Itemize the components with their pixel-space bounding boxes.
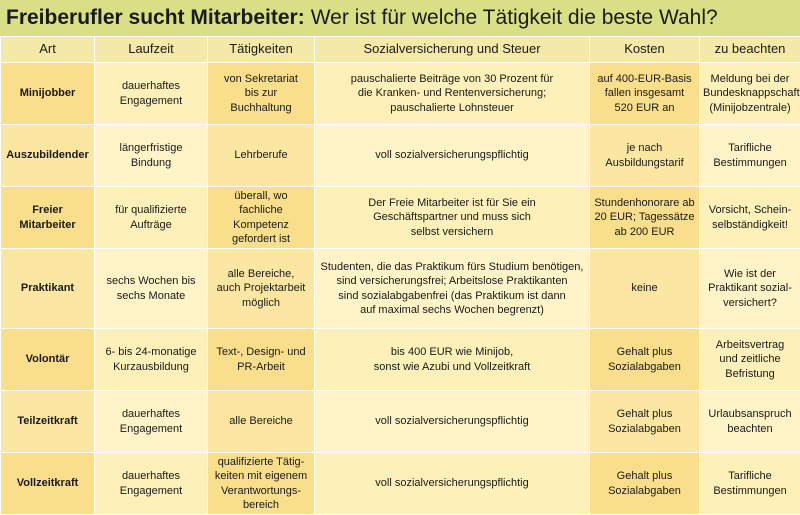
cell-line: sechs Wochen bis — [106, 275, 195, 287]
cell-line: fachliche Kompetenz — [233, 204, 289, 230]
title-rest: Wer ist für welche Tätigkeit die beste Wahl? — [311, 6, 718, 30]
cell-line: selbst versichern — [411, 226, 494, 238]
cell-kosten — [590, 391, 700, 453]
cell-taetigkeiten — [208, 453, 315, 515]
cell-text: Minijobber — [20, 87, 76, 99]
cell-zu-beachten — [700, 329, 800, 391]
cell-laufzeit — [95, 63, 208, 125]
cell-line: Praktikant sozial- — [708, 282, 792, 294]
title-bar — [0, 0, 800, 36]
cell-sozialversicherung — [315, 63, 590, 125]
cell-kosten — [590, 453, 700, 515]
column-header: Kosten — [590, 37, 700, 63]
cell-line: PR-Arbeit — [237, 361, 285, 373]
column-header: Sozialversicherung und Steuer — [315, 37, 590, 63]
cell-art — [1, 249, 95, 329]
cell-art — [1, 125, 95, 187]
cell-laufzeit — [95, 453, 208, 515]
cell-line: sind versicherungsfrei; Arbeitslose Praktikanten — [336, 275, 567, 287]
cell-kosten — [590, 249, 700, 329]
cell-line: Aufträge — [130, 219, 172, 231]
cell-taetigkeiten — [208, 391, 315, 453]
cell-line: möglich — [242, 297, 280, 309]
cell-line: alle Bereiche — [229, 415, 293, 427]
cell-line: Engagement — [120, 423, 182, 435]
cell-sozialversicherung — [315, 453, 590, 515]
cell-line: Engagement — [120, 485, 182, 497]
cell-line: bis zur — [245, 87, 277, 99]
cell-line: Wie ist der — [724, 268, 776, 280]
cell-line: 6- bis 24-monatige — [105, 346, 196, 358]
table-row — [1, 391, 800, 453]
cell-line: Urlaubsanspruch — [708, 408, 791, 420]
cell-line: Tarifliche — [728, 470, 771, 482]
cell-line: beachten — [727, 423, 772, 435]
table-row — [1, 125, 800, 187]
table-row — [1, 187, 800, 249]
title-bold: Freiberufler sucht Mitarbeiter: — [6, 6, 305, 30]
table-row — [1, 453, 800, 515]
comparison-table — [0, 36, 800, 515]
column-header: Tätigkeiten — [208, 37, 315, 63]
cell-line: von Sekretariat — [224, 73, 298, 85]
cell-sozialversicherung — [315, 125, 590, 187]
cell-line: alle Bereiche, — [228, 268, 295, 280]
cell-line: Tarifliche — [728, 142, 771, 154]
cell-line: Bindung — [131, 157, 171, 169]
cell-art — [1, 453, 95, 515]
cell-line: Lehrberufe — [234, 149, 287, 161]
cell-kosten — [590, 125, 700, 187]
cell-line: Geschäftspartner und muss sich — [373, 211, 531, 223]
cell-line: Kurzausbildung — [113, 361, 189, 373]
cell-line: Meldung bei der — [711, 73, 790, 85]
cell-sozialversicherung — [315, 249, 590, 329]
cell-line: Vorsicht, Schein- — [709, 204, 792, 216]
cell-line: Bundesknappschaft — [703, 87, 800, 99]
column-header: zu beachten — [700, 37, 800, 63]
cell-line: auf maximal sechs Wochen begrenzt) — [360, 304, 544, 316]
cell-line: Verantwortungs- — [221, 485, 301, 497]
cell-line: Ausbildungstarif — [605, 157, 683, 169]
cell-line: für qualifizierte — [115, 204, 187, 216]
cell-line: Text-, Design- und — [216, 346, 305, 358]
cell-art — [1, 391, 95, 453]
cell-zu-beachten — [700, 391, 800, 453]
cell-sozialversicherung — [315, 391, 590, 453]
cell-line: voll sozialversicherungspflichtig — [375, 149, 528, 161]
cell-taetigkeiten — [208, 63, 315, 125]
cell-kosten — [590, 187, 700, 249]
cell-art — [1, 329, 95, 391]
cell-kosten — [590, 63, 700, 125]
cell-line: Bestimmungen — [713, 157, 786, 169]
cell-line: bis 400 EUR wie Minijob, — [391, 346, 513, 358]
cell-laufzeit — [95, 391, 208, 453]
cell-text: Vollzeitkraft — [17, 477, 79, 489]
cell-line: auch Projektarbeit — [217, 282, 306, 294]
column-header: Art — [1, 37, 95, 63]
cell-line: bereich — [243, 499, 279, 511]
cell-sozialversicherung — [315, 329, 590, 391]
cell-line: Arbeitsvertrag — [716, 339, 784, 351]
cell-laufzeit — [95, 249, 208, 329]
cell-line: die Kranken- und Rentenversicherung; — [358, 87, 546, 99]
cell-line: überall, wo — [234, 190, 287, 202]
cell-text: Teilzeitkraft — [17, 415, 77, 427]
cell-laufzeit — [95, 329, 208, 391]
table-header-row — [1, 37, 800, 63]
table-row — [1, 249, 800, 329]
cell-line: je nach — [627, 142, 662, 154]
column-header: Laufzeit — [95, 37, 208, 63]
cell-zu-beachten — [700, 249, 800, 329]
cell-zu-beachten — [700, 63, 800, 125]
cell-laufzeit — [95, 187, 208, 249]
cell-line: Gehalt plus — [617, 408, 673, 420]
cell-line: 520 EUR an — [615, 102, 675, 114]
cell-text: Volontär — [26, 353, 70, 365]
cell-text: Freier Mitarbeiter — [19, 204, 75, 230]
cell-taetigkeiten — [208, 187, 315, 249]
cell-art — [1, 187, 95, 249]
table-row — [1, 329, 800, 391]
cell-line: und zeitliche — [719, 353, 780, 365]
cell-line: Der Freie Mitarbeiter ist für Sie ein — [368, 197, 536, 209]
cell-line: voll sozialversicherungspflichtig — [375, 477, 528, 489]
cell-line: (Minijobzentrale) — [709, 102, 790, 114]
cell-line: gefordert ist — [232, 233, 290, 245]
cell-line: Sozialabgaben — [608, 485, 681, 497]
cell-kosten — [590, 329, 700, 391]
cell-taetigkeiten — [208, 249, 315, 329]
cell-sozialversicherung — [315, 187, 590, 249]
cell-line: fallen insgesamt — [605, 87, 685, 99]
cell-line: sechs Monate — [117, 290, 185, 302]
cell-line: dauerhaftes — [122, 470, 180, 482]
cell-text: Auszubildender — [6, 149, 89, 161]
cell-line: Stundenhonorare ab — [594, 197, 694, 209]
cell-line: pauschalierte Lohnsteuer — [390, 102, 514, 114]
cell-line: keiten mit eigenem — [215, 470, 307, 482]
cell-line: pauschalierte Beiträge von 30 Prozent für — [351, 73, 553, 85]
cell-line: versichert? — [723, 297, 777, 309]
cell-line: ab 200 EUR — [615, 226, 675, 238]
cell-zu-beachten — [700, 125, 800, 187]
cell-line: qualifizierte Tätig- — [218, 456, 305, 468]
cell-laufzeit — [95, 125, 208, 187]
cell-line: selbständigkeit! — [712, 219, 788, 231]
cell-text: Praktikant — [21, 282, 74, 294]
table-row — [1, 63, 800, 125]
cell-line: Sozialabgaben — [608, 361, 681, 373]
cell-line: Gehalt plus — [617, 346, 673, 358]
cell-taetigkeiten — [208, 329, 315, 391]
cell-line: Bestimmungen — [713, 485, 786, 497]
cell-taetigkeiten — [208, 125, 315, 187]
cell-line: voll sozialversicherungspflichtig — [375, 415, 528, 427]
cell-line: Befristung — [725, 368, 775, 380]
cell-line: auf 400-EUR-Basis — [597, 73, 691, 85]
cell-line: Buchhaltung — [230, 102, 291, 114]
cell-line: keine — [631, 282, 657, 294]
cell-art — [1, 63, 95, 125]
cell-line: Sozialabgaben — [608, 423, 681, 435]
cell-line: dauerhaftes — [122, 80, 180, 92]
cell-line: 20 EUR; Tagessätze — [594, 211, 694, 223]
cell-zu-beachten — [700, 453, 800, 515]
cell-zu-beachten — [700, 187, 800, 249]
cell-line: sind sozialabgabenfrei (das Praktikum ist dann — [338, 290, 565, 302]
cell-line: Studenten, die das Praktikum fürs Studium benötigen, — [321, 261, 584, 273]
cell-line: längerfristige — [120, 142, 183, 154]
cell-line: Gehalt plus — [617, 470, 673, 482]
cell-line: sonst wie Azubi und Vollzeitkraft — [374, 361, 531, 373]
cell-line: Engagement — [120, 95, 182, 107]
cell-line: dauerhaftes — [122, 408, 180, 420]
